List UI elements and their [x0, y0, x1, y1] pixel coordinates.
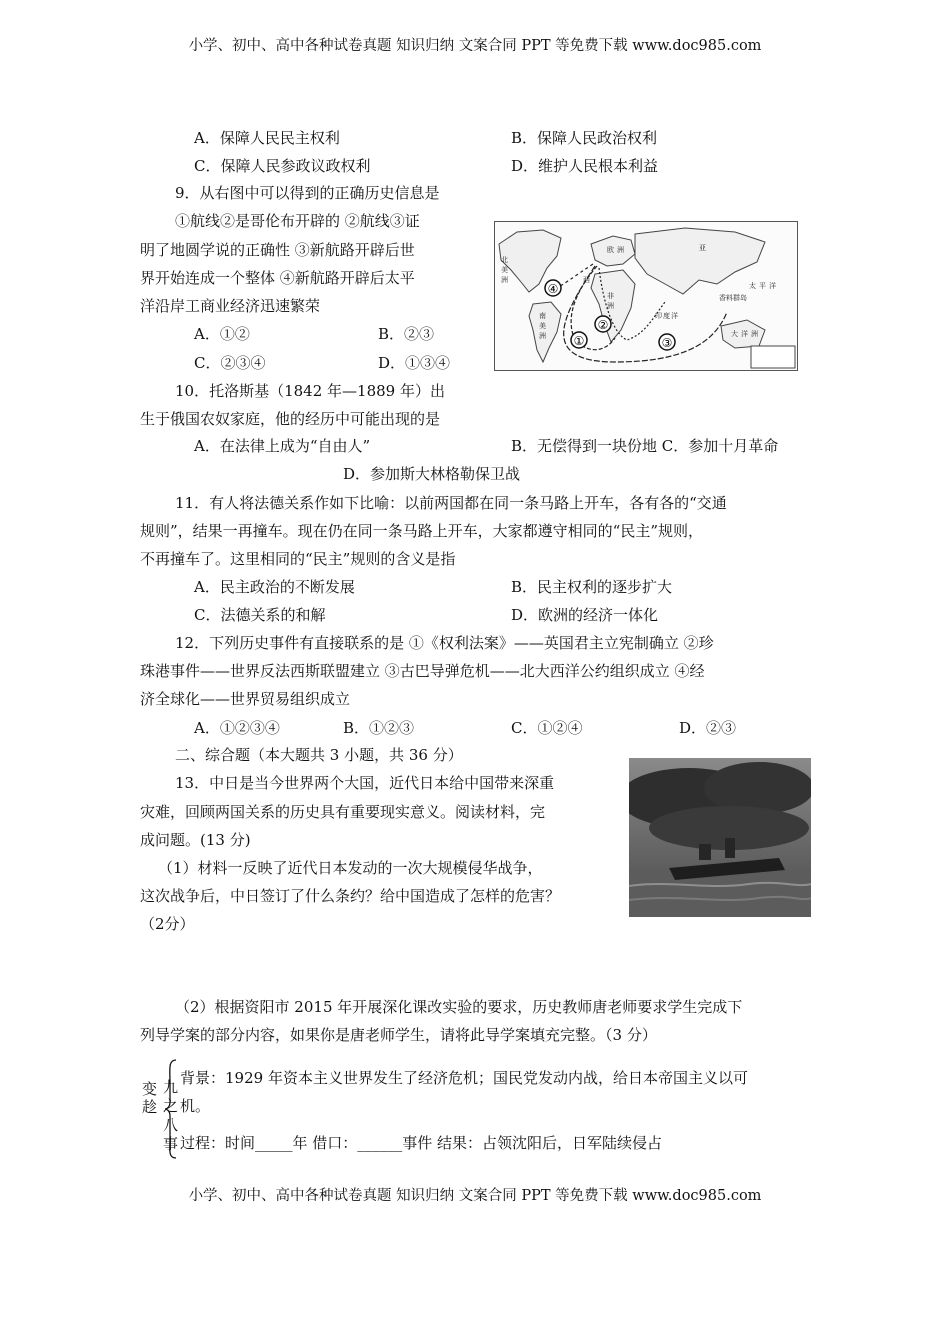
q9-line-1: ①航线②是哥伦布开辟的 ②航线③证	[175, 212, 420, 230]
map-label: 洋	[671, 312, 678, 320]
map-label: 洲	[501, 276, 508, 284]
q12-option-d: D．②③	[679, 719, 737, 737]
legend-box	[751, 346, 795, 368]
q8-option-b: B．保障人民政治权利	[511, 129, 658, 147]
route-marker-2	[595, 316, 611, 332]
route-marker-4	[545, 280, 561, 296]
map-label: 南	[539, 312, 546, 320]
q12-line-1: 12．下列历史事件有直接联系的是 ①《权利法案》——英国君主立宪制确立 ②珍	[175, 634, 714, 652]
background-line-1: 背景：1929 年资本主义世界发生了经济危机；国民党发动内战，给日本帝国主义以可	[180, 1069, 748, 1087]
q10-line-1: 10．托洛斯基（1842 年—1889 年）出	[175, 382, 445, 400]
map-label: 洋	[769, 282, 776, 290]
q13-sub2-line-1: （2）根据资阳市 2015 年开展深化课改实验的要求，历史教师唐老师要求学生完成下	[175, 998, 743, 1016]
q11-option-a: A．民主政治的不断发展	[194, 578, 355, 596]
page-footer: 小学、初中、高中各种试卷真题 知识归纳 文案合同 PPT 等免费下载 www.doc985.com	[188, 1188, 762, 1204]
q10-option-a: A．在法律上成为“自由人”	[194, 437, 371, 455]
process-line: 过程：时间_____年 借口：______事件 结果：占领沈阳后，日军陆续侵占	[180, 1134, 663, 1152]
q9-line-2: 明了地圆学说的正确性 ③新航路开辟后世	[140, 241, 415, 259]
map-label: 太	[749, 282, 756, 290]
world-map-svg	[495, 222, 797, 370]
q11-option-c: C．法德关系的和解	[194, 606, 326, 624]
q12-option-c: C．①②④	[511, 719, 583, 737]
svg-text:③: ③	[661, 336, 673, 350]
q9-option-d: D．①③④	[378, 354, 451, 372]
q9-option-a: A．①②	[194, 325, 250, 343]
map-label: 香料群岛	[719, 294, 747, 302]
q11-option-d: D．欧洲的经济一体化	[511, 606, 659, 624]
map-label: 大	[731, 330, 738, 338]
route-marker-3	[659, 334, 675, 350]
bracket-label-bian: 变	[142, 1080, 158, 1098]
map-label: 西	[583, 276, 590, 284]
svg-text:②: ②	[597, 318, 609, 332]
q13-sub1-line-1: （1）材料一反映了近代日本发动的一次大规模侵华战争，	[158, 859, 543, 877]
q12-option-a: A．①②③④	[194, 719, 280, 737]
background-line-2: 机。	[180, 1097, 211, 1115]
q10-line-2: 生于俄国农奴家庭，他的经历中可能出现的是	[140, 410, 441, 428]
route-marker-1	[571, 332, 587, 348]
q9-line-4: 洋沿岸工商业经济迅速繁荣	[140, 297, 321, 315]
map-label: 洲	[617, 246, 624, 254]
map-label: 平	[759, 282, 766, 290]
map-label: 美	[539, 322, 546, 330]
map-label: 印	[655, 312, 662, 320]
map-label: 非	[607, 292, 614, 300]
map-label: 洲	[751, 330, 758, 338]
q11-line-1: 11．有人将法德关系作如下比喻：以前两国都在同一条马路上开车，各有各的“交通	[175, 494, 727, 512]
q8-option-d: D．维护人民根本利益	[511, 157, 659, 175]
q12-line-3: 济全球化——世界贸易组织成立	[140, 690, 351, 708]
asia-shape	[635, 228, 765, 294]
section-2-title: 二、综合题（本大题共 3 小题，共 36 分）	[175, 746, 463, 764]
q12-line-2: 珠港事件——世界反法西斯联盟建立 ③古巴导弹危机——北大西洋公约组织成立 ④经	[140, 662, 705, 680]
ship-battle-image	[629, 758, 811, 917]
q13-line-1: 13．中日是当今世界两个大国，近代日本给中国带来深重	[175, 774, 555, 792]
left-brace	[164, 1058, 178, 1160]
q9-option-c: C．②③④	[194, 354, 266, 372]
q13-sub1-line-2: 这次战争后，中日签订了什么条约？给中国造成了怎样的危害？	[140, 887, 561, 905]
map-label: 亚	[699, 244, 706, 252]
q10-option-bc: B．无偿得到一块份地 C．参加十月革命	[511, 437, 779, 455]
map-label: 欧	[607, 246, 614, 254]
page-header: 小学、初中、高中各种试卷真题 知识归纳 文案合同 PPT 等免费下载 www.doc985.com	[188, 38, 762, 54]
q13-sub2-line-2: 列导学案的部分内容，如果你是唐老师学生，请将此导学案填充完整。（3 分）	[140, 1026, 657, 1044]
bracket-label-char: 九	[163, 1078, 179, 1096]
q11-option-b: B．民主权利的逐步扩大	[511, 578, 673, 596]
q13-line-3: 成问题。(13 分)	[140, 831, 251, 849]
map-label: 洋	[741, 330, 748, 338]
bracket-label-chen: 趁	[142, 1098, 158, 1116]
world-map-figure	[494, 221, 798, 371]
q9-option-b: B．②③	[378, 325, 435, 343]
q9-line-3: 界开始连成一个整体 ④新航路开辟后太平	[140, 269, 415, 287]
bracket-label-char: 八	[163, 1116, 179, 1134]
q12-option-b: B．①②③	[343, 719, 415, 737]
q8-option-a: A．保障人民民主权利	[194, 129, 340, 147]
q11-line-3: 不再撞车了。这里相同的“民主”规则的含义是指	[140, 550, 456, 568]
map-label: 美	[501, 266, 508, 274]
bracket-label-char: 之	[163, 1097, 179, 1115]
q13-line-2: 灾难，回顾两国关系的历史具有重要现实意义。阅读材料，完	[140, 803, 546, 821]
material-one-photo	[629, 758, 811, 917]
svg-text:④: ④	[547, 282, 559, 296]
q8-option-c: C．保障人民参政议政权利	[194, 157, 371, 175]
q10-option-d: D．参加斯大林格勒保卫战	[343, 465, 521, 483]
map-label: 洲	[607, 302, 614, 310]
map-label: 洲	[539, 332, 546, 340]
map-label: 度	[663, 312, 670, 320]
q9-stem: 9．从右图中可以得到的正确历史信息是	[175, 184, 440, 202]
svg-text:①: ①	[573, 334, 585, 348]
q11-line-2: 规则”，结果一再撞车。现在仍在同一条马路上开车，大家都遵守相同的“民主”规则，	[140, 522, 704, 540]
q13-sub1-line-3: （2分）	[140, 915, 195, 933]
bracket-label-char: 事	[163, 1135, 179, 1153]
map-label: 北	[501, 256, 508, 264]
